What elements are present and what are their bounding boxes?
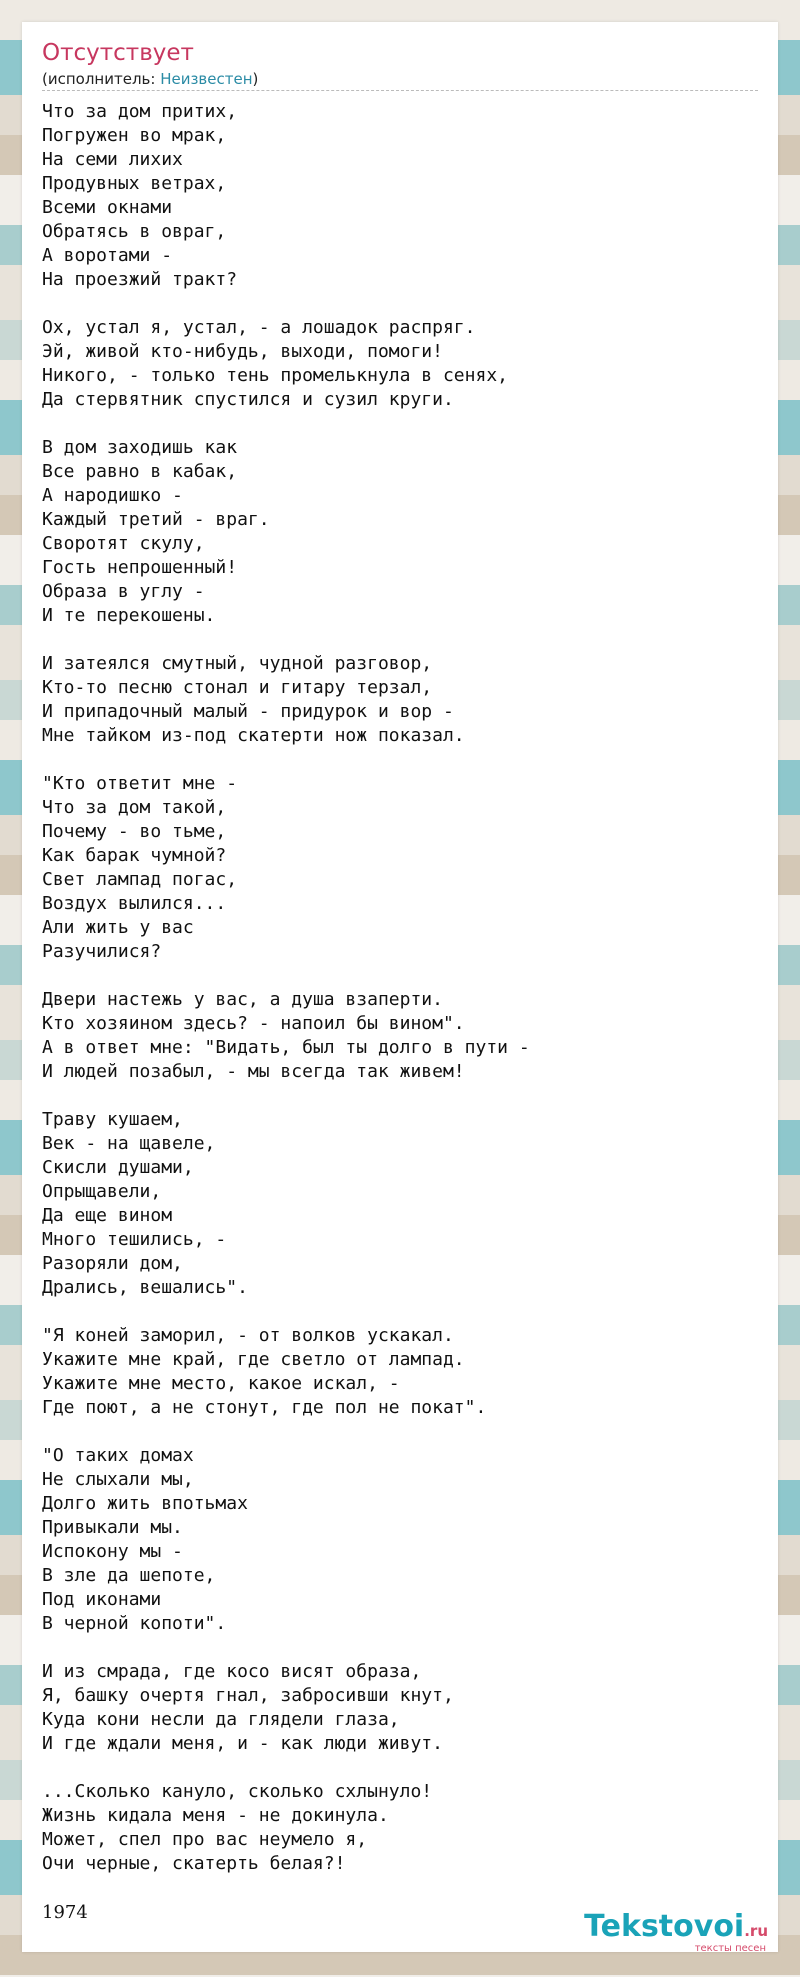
performer-prefix: (исполнитель: [42,70,161,88]
logo-suffix: .ru [744,1922,768,1940]
site-logo[interactable] [584,1909,768,1954]
lyrics-text: Что за дом притих, Погружен во мрак, На семи лихих Продувных ветрах, Всеми окнами Обратясь в овраг, А воротами - На проезжий тракт? Ох, устал я, устал, - а лошадок распряг. Эй, живой кто-нибудь, выходи, помоги! Никого, - только тень промелькнула в сенях, Да стервятник спустился и сузил круги. В дом заходишь как Все равно в кабак, А народишко - Каждый третий - враг. Своротят скулу, Гость непрошенный! Образа в углу - И те перекошены. И затеялся смутный, чудной разговор, Кто-то песню стонал и гитару терзал, И припадочный малый - придурок и вор - Мне тайком из-под скатерти нож показал. "Кто ответит мне - Что за дом такой, Почему - во тьме, Как барак чумной? Свет лампад погас, Воздух вылился... Али жить у вас Разучилися? Двери настежь у вас, а душа взаперти. Кто хозяином здесь? - напоил бы вином". А в ответ мне: "Видать, был ты долго в пути - И людей позабыл, - мы всегда так живем! Траву кушаем, Век - на щавеле, Скисли душами, Опрыщавели, Да еще вином Много тешились, - Разоряли дом, Дрались, вешались". "Я коней заморил, - от волков ускакал. Укажите мне край, где светло от лампад. Укажите мне место, какое искал, - Где поют, а не стонут, где пол не покат". "О таких домах Не слыхали мы, Долго жить впотьмах Привыкали мы. Испокону мы - В зле да шепоте, Под иконами В черной копоти". И из смрада, где косо висят образа, Я, башку очертя гнал, забросивши кнут, Куда кони несли да глядели глаза, И где ждали меня, и - как люди живут. ...Сколько кануло, сколько схлынуло! Жизнь кидала меня - не докинула. Может, спел про вас неумело я, Очи черные, скатерть белая?! [42,101,530,1874]
song-title: Отсутствует [42,40,194,66]
lyrics-card [22,22,778,1952]
performer-link[interactable]: Неизвестен [160,70,253,88]
song-year: 1974 [42,1902,88,1923]
title-divider [42,90,758,91]
performer-line [42,70,258,88]
performer-suffix: ) [252,70,259,88]
logo-tagline: тексты песен [694,1943,766,1954]
logo-main-text: Tekstovoi [584,1909,745,1944]
